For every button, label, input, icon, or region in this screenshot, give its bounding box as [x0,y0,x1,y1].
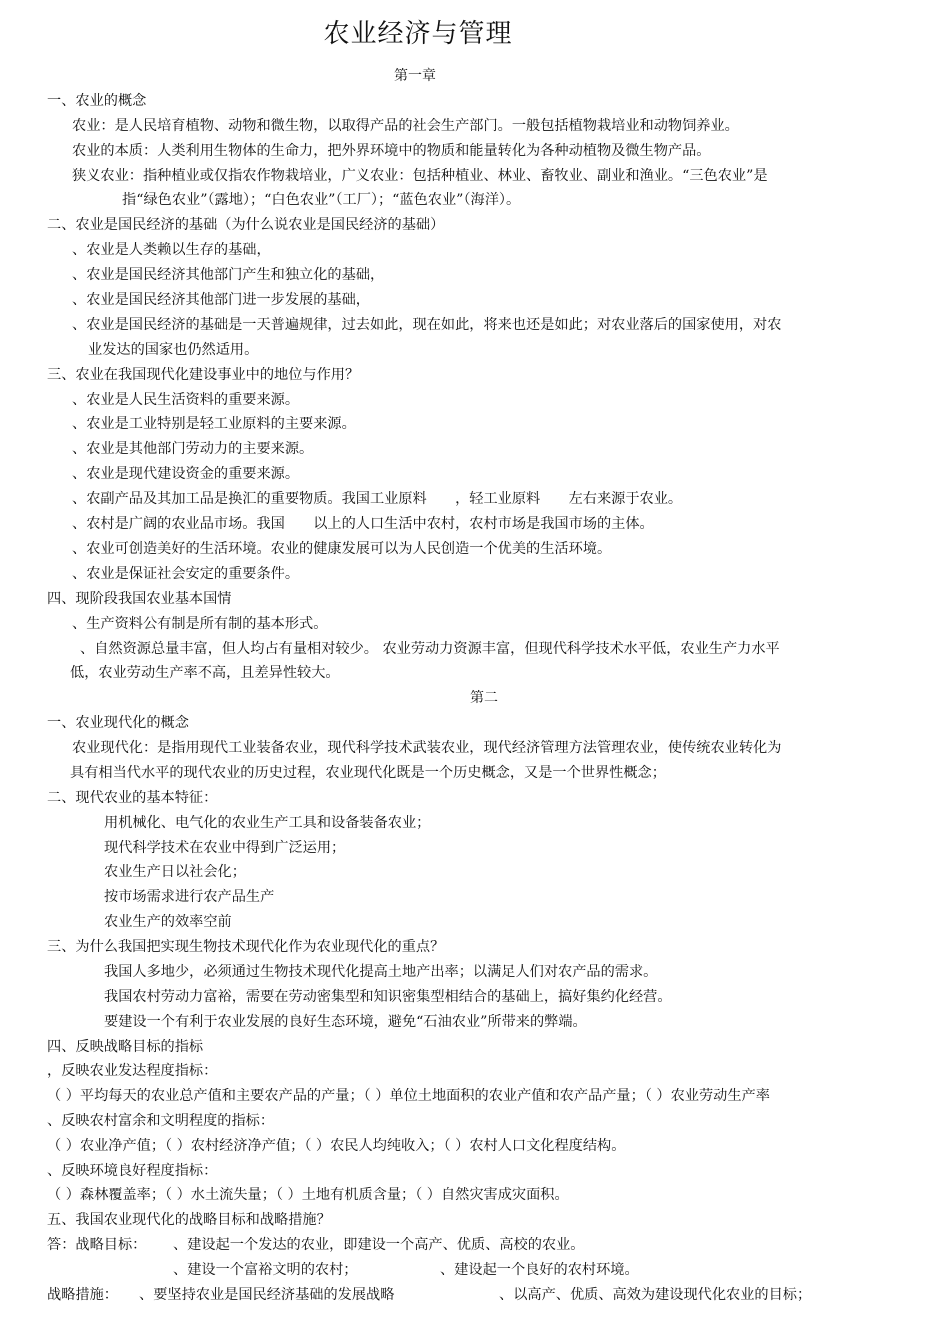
list-item: 、农业可创造美好的生活环境。农业的健康发展可以为人民创造一个优美的生活环境。 [72,541,612,557]
document-title: 农业经济与管理 [323,19,513,49]
paragraph: 农业的本质：人类利用生物体的生命力，把外界环境中的物质和能量转化为各种动植物及微生物产品。 [72,143,711,159]
list-item: 要建设一个有利于农业发展的良好生态环境，避免“石油农业”所带来的弊端。 [104,1014,587,1030]
indicator-list: （ ）平均每天的农业总产值和主要农产品的产量；（ ）单位土地面积的农业产值和农产品产量；（ ）农业劳动生产率 [47,1088,770,1104]
section-heading: 四、现阶段我国农业基本国情 [47,591,232,607]
list-item: 、农业是国民经济其他部门产生和独立化的基础， [72,267,385,283]
list-item: 、农业是人民生活资料的重要来源。 [72,392,300,408]
goal-item: 、建设起一个发达的农业，即建设一个高产、优质、高校的农业。 [173,1237,585,1253]
paragraph-continuation: 具有相当代水平的现代农业的历史过程，农业现代化既是一个历史概念，又是一个世界性概念； [70,765,666,781]
paragraph: 农业：是人民培育植物、动物和微生物，以取得产品的社会生产部门。一般包括植物栽培业和动物饲养业。 [72,118,739,134]
subsection-heading: 、反映环境良好程度指标： [47,1163,218,1179]
list-item: 按市场需求进行农产品生产 [104,889,275,905]
list-item-continuation: 业发达的国家也仍然适用。 [88,342,259,358]
section-heading: 二、农业是国民经济的基础（为什么说农业是国民经济的基础） [47,217,445,233]
subsection-heading: ，反映农业发达程度指标： [47,1063,218,1079]
list-item: 我国农村劳动力富裕，需要在劳动密集型和知识密集型相结合的基础上，搞好集约化经营。 [104,989,672,1005]
list-item: 、农业是人类赖以生存的基础， [72,242,271,258]
list-item-continuation: 低，农业劳动生产率不高，且差异性较大。 [70,665,340,681]
list-item: 农业生产的效率空前 [104,914,232,930]
measure-item: 、要坚持农业是国民经济基础的发展战略 [139,1287,395,1303]
list-item: 、生产资料公有制是所有制的基本形式。 [72,616,328,632]
section-heading: 一、农业的概念 [47,93,147,109]
list-item: 农业生产日以社会化； [104,864,246,880]
list-item: 、农业是其他部门劳动力的主要来源。 [72,441,314,457]
list-item: 现代科学技术在农业中得到广泛运用； [104,840,346,856]
indicator-list: （ ）农业净产值；（ ）农村经济净产值；（ ）农民人均纯收入；（ ）农村人口文化程度结构。 [47,1138,626,1154]
paragraph: 农业现代化：是指用现代工业装备农业，现代科学技术武装农业，现代经济管理方法管理农业，使传统农业转化为 [72,740,782,756]
chapter-heading: 第一章 [394,68,436,84]
list-item: 、农业是现代建设资金的重要来源。 [72,466,300,482]
indicator-list: （ ）森林覆盖率；（ ）水土流失量；（ ）土地有机质含量；（ ）自然灾害成灾面积。 [47,1187,569,1203]
paragraph: 狭义农业：指种植业或仅指农作物栽培业，广义农业：包括种植业、林业、畜牧业、副业和渔业。“三色农业”是 [72,168,768,184]
chapter-heading: 第二 [470,690,498,706]
section-heading: 三、农业在我国现代化建设事业中的地位与作用？ [47,367,360,383]
list-item: 、农村是广阔的农业品市场。我国 以上的人口生活中农村，农村市场是我国市场的主体。 [72,516,654,532]
subsection-heading: 、反映农村富余和文明程度的指标： [47,1113,275,1129]
measure-label: 战略措施： [47,1287,118,1303]
goal-item: 、建设起一个良好的农村环境。 [440,1262,639,1278]
section-heading: 二、现代农业的基本特征： [47,790,218,806]
paragraph-continuation: 指“绿色农业”（露地）；“白色农业”（工厂）；“蓝色农业”（海洋）。 [122,192,521,208]
list-item: 、农业是国民经济的基础是一天普遍规律，过去如此，现在如此，将来也还是如此；对农业落后的国家使用，对农 [72,317,782,333]
section-heading: 四、反映战略目标的指标 [47,1039,204,1055]
list-item: 、自然资源总量丰富，但人均占有量相对较少。 农业劳动力资源丰富，但现代科学技术水平低，农业生产力水平 [80,641,780,657]
section-heading: 三、为什么我国把实现生物技术现代化作为农业现代化的重点？ [47,939,445,955]
measure-item: 、以高产、优质、高效为建设现代化农业的目标； [499,1287,812,1303]
list-item: 用机械化、电气化的农业生产工具和设备装备农业； [104,815,431,831]
section-heading: 五、我国农业现代化的战略目标和战略措施？ [47,1212,331,1228]
list-item: 、农副产品及其加工品是换汇的重要物质。我国工业原料 ，轻工业原料 左右来源于农业。 [72,491,683,507]
section-heading: 一、农业现代化的概念 [47,715,189,731]
list-item: 、农业是国民经济其他部门进一步发展的基础， [72,292,370,308]
list-item: 、农业是保证社会安定的重要条件。 [72,566,300,582]
answer-label: 答：战略目标： [47,1237,147,1253]
list-item: 我国人多地少，必须通过生物技术现代化提高土地产出率；以满足人们对农产品的需求。 [104,964,658,980]
goal-item: 、建设一个富裕文明的农村； [173,1262,358,1278]
list-item: 、农业是工业特别是轻工业原料的主要来源。 [72,416,356,432]
